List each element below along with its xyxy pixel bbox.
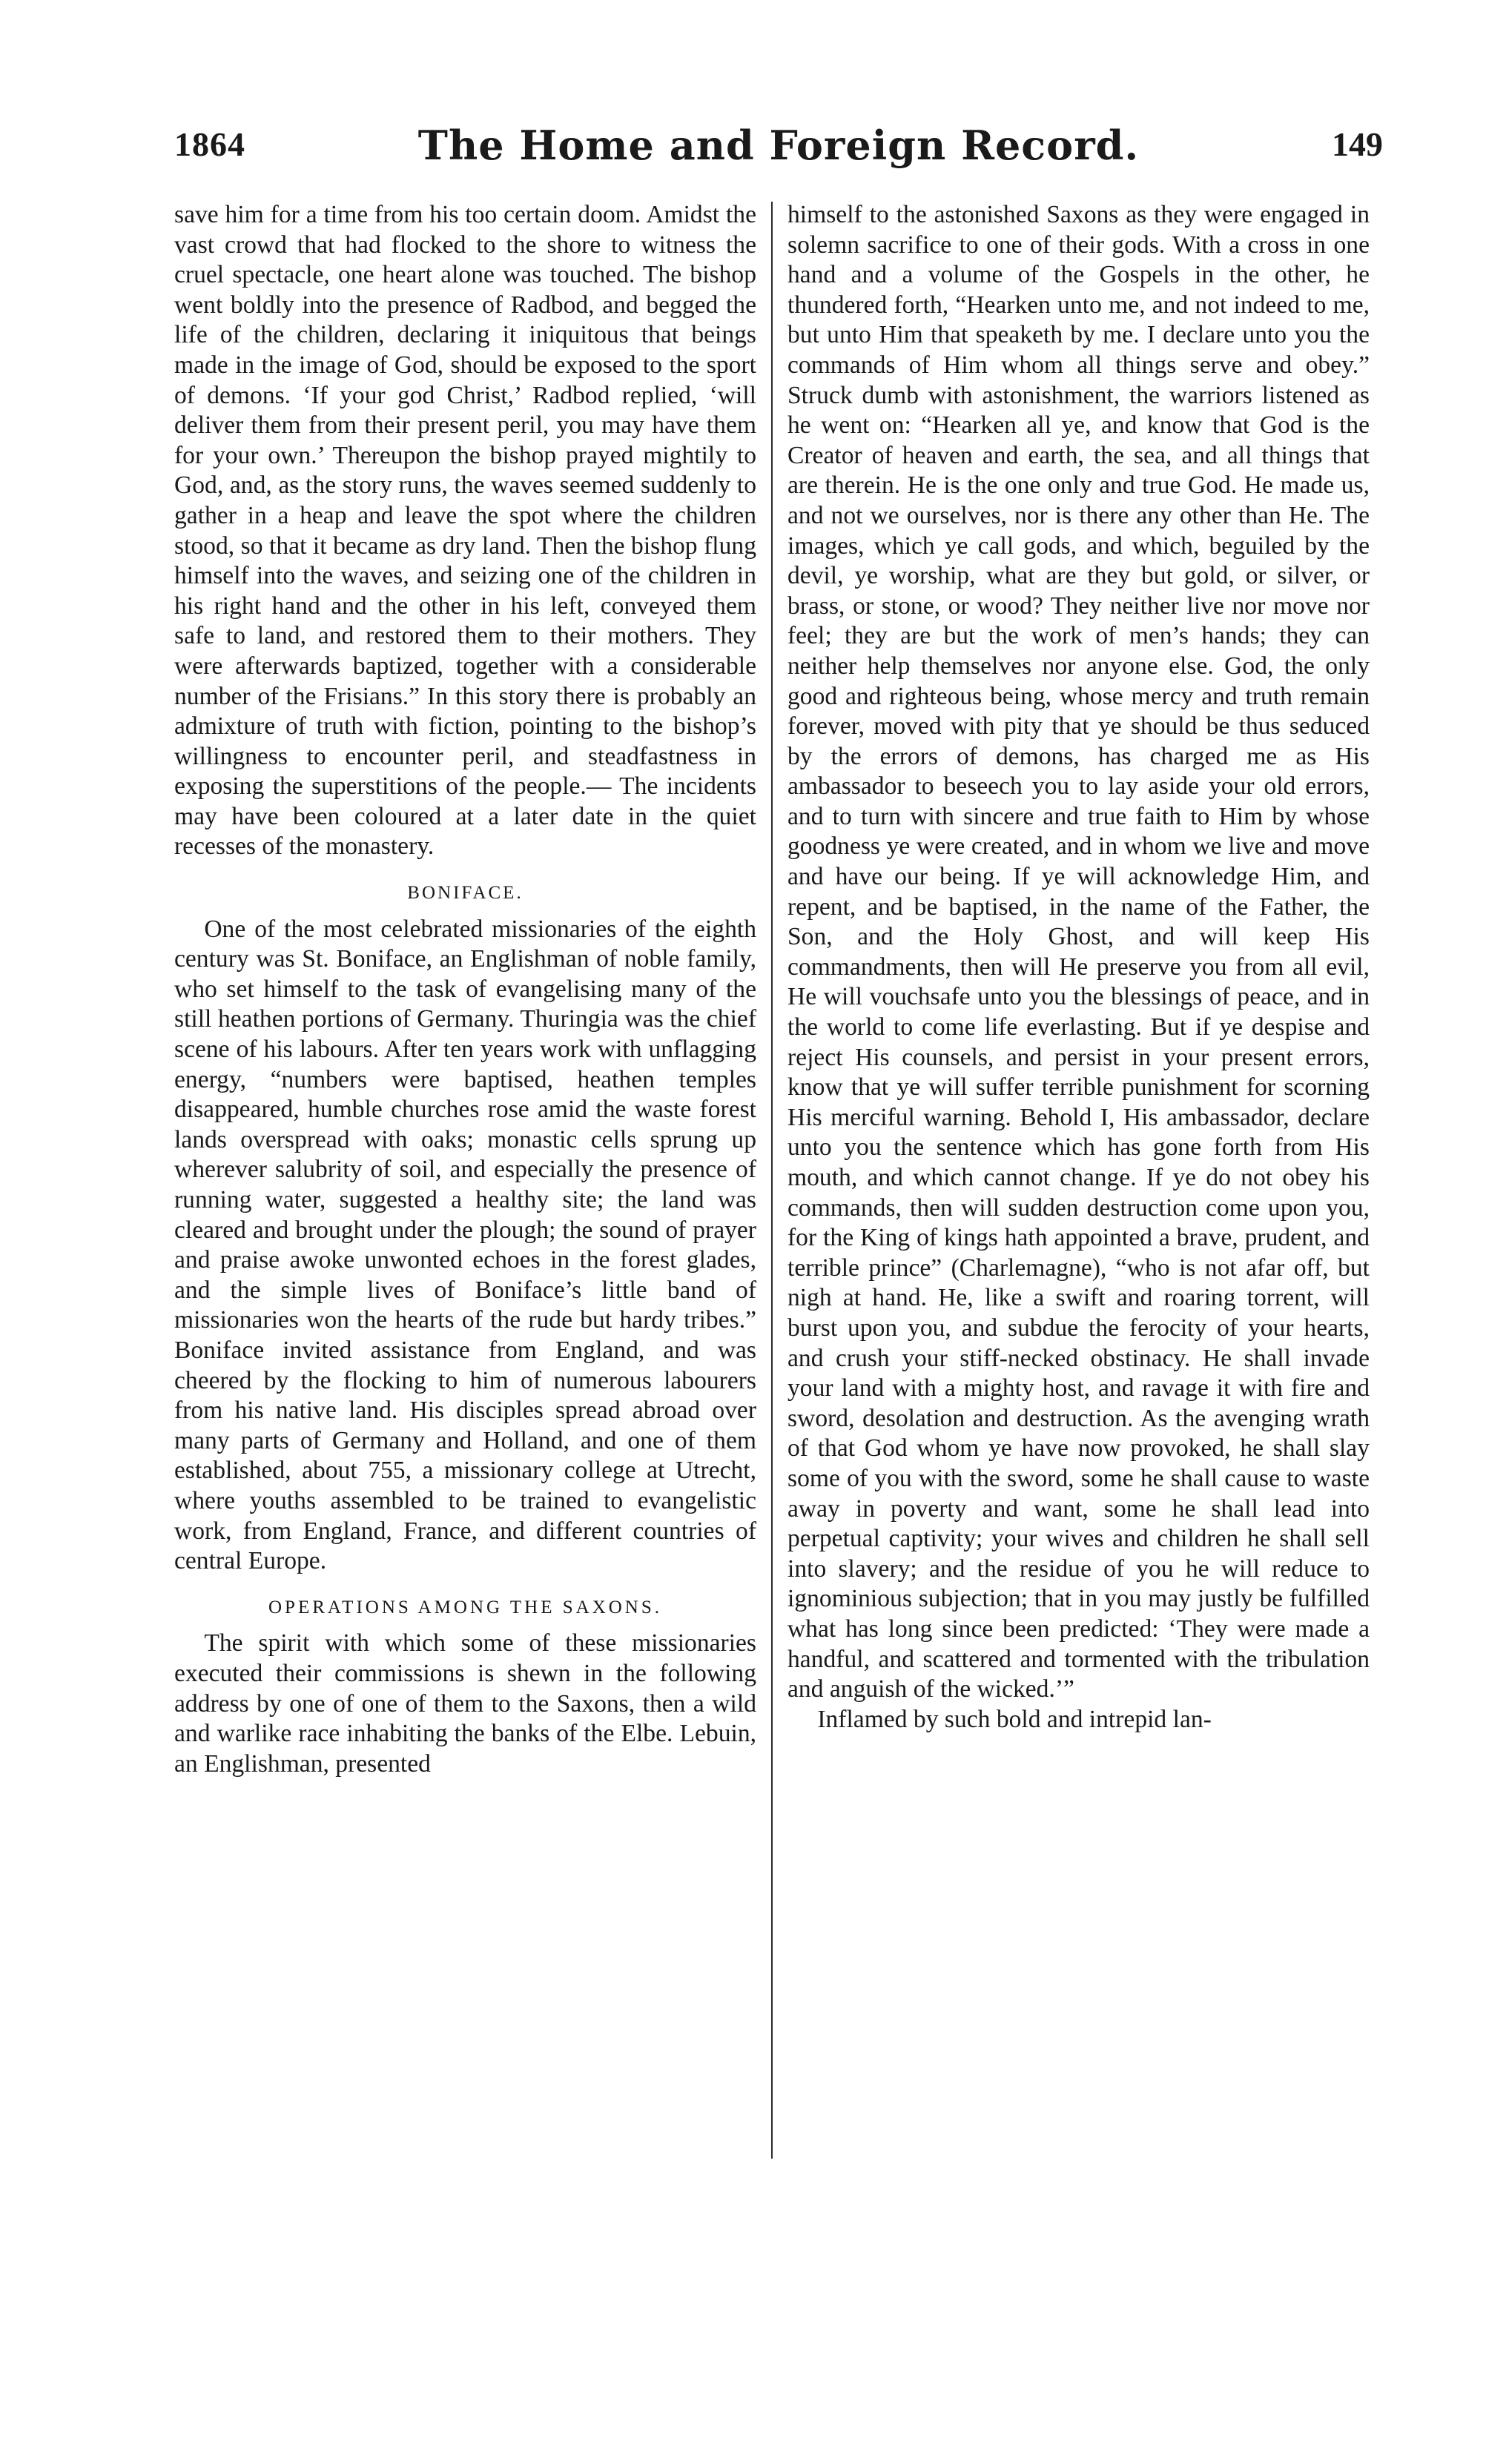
paragraph-lebuin-address: himself to the astonished Saxons as they were engaged in solemn sacrifice to one of their gods. With a cross in one hand and a volume of the Gospels in the other, he thundered forth, “Hearken unto me, and not indeed to me, but unto Him that speaketh by me. I declare unto you the commands of Him whom all things serve and obey.” Struck dumb with astonishment, the warriors listened as he went on: “Hearken all ye, and know that God is the Creator of heaven and earth, the sea, and all things that are therein. He is the one only and true God. He made us, and not we ourselves, nor is there any other than He. The images, which ye call gods, and which, beguiled by the devil, ye worship, what are they but gold, or silver, or brass, or stone, or wood? They neither live nor move nor feel; they are but the work of men’s hands; they can neither help themselves nor anyone else. God, the only good and righteous being, whose mercy and truth remain forever, moved with pity that ye should be thus seduced by the errors of demons, has charged me as His ambassador to beseech you to lay aside your old errors, and to turn with sincere and true faith to Him by whose goodness ye were created, and in whom we live and move and have our being. If ye will acknowledge Him, and repent, and be baptised, in the name of the Father, the Son, and the Holy Ghost, and will keep His commandments, then will He preserve you from all evil, He will vouchsafe unto you the blessings of peace, and in the world to come life everlasting. But if ye despise and reject His counsels, and persist in your present errors, know that ye will suffer terrible punishment for scorning His merciful warning. Behold I, His ambassador, declare unto you the sentence which has gone forth from His mouth, and which cannot change. If ye do not obey his commands, then will sudden destruction come upon you, for the King of kings hath appointed a brave, prudent, and terrible prince” (Charlemagne), “who is not afar off, but nigh at hand. He, like a swift and roaring torrent, will burst upon you, and subdue the ferocity of your hearts, and crush your stiff-necked obstinacy. He shall invade your land with a mighty host, and ravage it with fire and sword, desolation and destruction. As the avenging wrath of that God whom ye have now provoked, he shall slay some of you with the sword, some he shall cause to waste away in poverty and want, some he shall lead into perpetual captivity; your wives and children he shall sell into slavery; and the residue of you he will reduce to ignominious subjection; that in you may justly be fulfilled what has long since been predicted: ‘They were made a handful, and scattered and tormented with the tribulation and anguish of the wicked.’” <box>787 201 1370 1703</box>
running-header <box>174 122 1383 176</box>
paragraph-continuation: Inflamed by such bold and intrepid lan- <box>817 1705 1212 1733</box>
left-column <box>174 200 756 2335</box>
section-heading-saxons: OPERATIONS AMONG THE SAXONS. <box>268 1597 663 1617</box>
column-divider <box>771 202 773 2159</box>
paragraph-saxons-intro: The spirit with which some of these missionaries executed their commissions is shewn in the following address by one of one of them to the Saxons, then a wild and warlike race inhabiting the banks of the Elbe. Lebuin, an Englishman, presented <box>174 1629 756 1778</box>
journal-title: The Home and Foreign Record. <box>417 122 1140 169</box>
paragraph-boniface: One of the most celebrated missionaries of the eighth century was St. Boniface, an Englishman of noble family, who set himself to the task of evangelising many of the still heathen portions of Germany. Thuringia was the chief scene of his labours. After ten years work with unflagging energy, “numbers were baptised, heathen temples disappeared, humble churches rose amid the waste forest lands overspread with oaks; monastic cells sprung up wherever salubrity of soil, and especially the presence of running water, suggested a healthy site; the land was cleared and brought under the plough; the sound of prayer and praise awoke unwonted echoes in the forest glades, and the simple lives of Boniface’s little band of missionaries won the hearts of the rude but hardy tribes.” Boniface invited assistance from England, and was cheered by the flocking to him of numerous labourers from his native land. His disciples spread abroad over many parts of Germany and Holland, and one of them established, about 755, a missionary college at Utrecht, where youths assembled to be trained to evangelistic work, from England, France, and different countries of central Europe. <box>174 915 756 1575</box>
right-column <box>787 200 1370 2335</box>
paragraph-radbod: save him for a time from his too certain doom. Amidst the vast crowd that had flocked to the shore to witness the cruel spectacle, one heart alone was touched. The bishop went boldly into the presence of Radbod, and begged the life of the children, declaring it iniquitous that beings made in the image of God, should be exposed to the sport of demons. ‘If your god Christ,’ Radbod replied, ‘will deliver them from their present peril, you may have them for your own.’ Thereupon the bishop prayed mightily to God, and, as the story runs, the waves seemed suddenly to gather in a heap and leave the spot where the children stood, so that it became as dry land. Then the bishop flung himself into the waves, and seizing one of the children in his right hand and the other in his left, conveyed them safe to land, and restored them to their mothers. They were afterwards baptized, together with a considerable number of the Frisians.” In this story there is probably an admixture of truth with fiction, pointing to the bishop’s willingness to encounter peril, and steadfastness in exposing the superstitions of the people.— The incidents may have been coloured at a later date in the quiet recesses of the monastery. <box>174 201 756 861</box>
section-heading-boniface: BONIFACE. <box>407 883 524 904</box>
page-number: 149 <box>1332 125 1383 163</box>
header-year: 1864 <box>174 125 245 163</box>
